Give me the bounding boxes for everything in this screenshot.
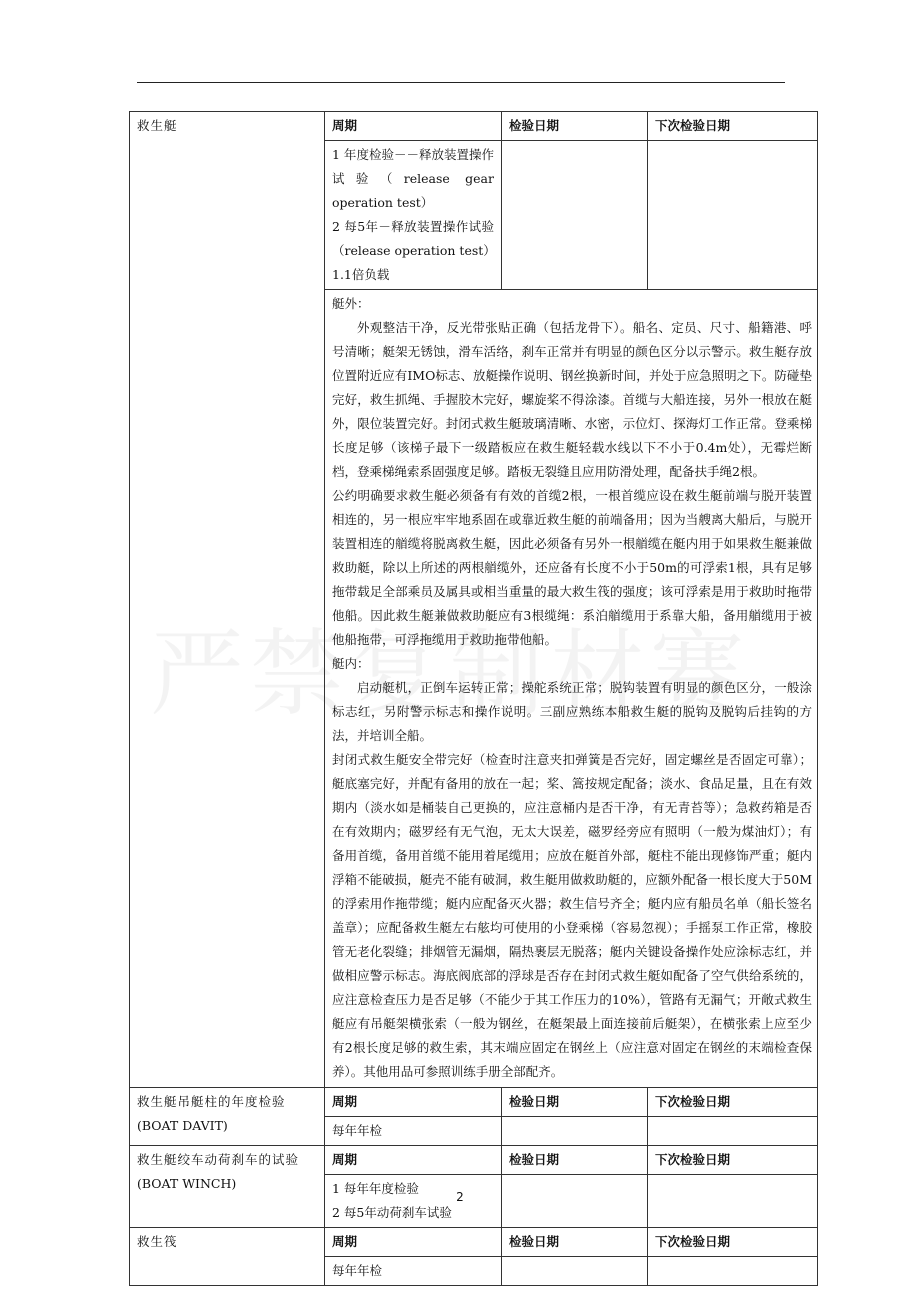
outside-title: 艇外： xyxy=(332,296,370,311)
winch-label-sub: (BOAT WINCH) xyxy=(137,1176,237,1191)
outside-paragraph: 公约明确要求救生艇必须备有有效的首缆2根，一根首缆应设在救生艇前端与脱开装置相连的，另一根应牢牢地系固在或靠近救生艇的前端备用；因为当艘离大船后，与脱开装置相连的艏缆将脱离救生艇，因此必须备有另外一根艏缆在艇内用于如果救生艇兼做救助艇，除以上所述的两根艏缆外，还应备有长度不小于50m的可浮索1根，具有足够拖带载足全部乘员及属具或相当重量的最大救生筏的强度；该可浮索是用于救助时拖带他船。因此救生艇兼做救助艇应有3根缆绳：系泊艏缆用于系靠大船，备用艏缆用于被他船拖带，可浮拖缆用于救助拖带他船。 xyxy=(332,488,812,647)
lifeboat-label: 救生艇 xyxy=(137,118,178,133)
davit-inspection-date-cell xyxy=(502,1117,648,1146)
raft-label: 救生筏 xyxy=(137,1234,178,1249)
outside-paragraph: 外观整洁干净，反光带张贴正确（包括龙骨下）。船名、定员、尺寸、船籍港、呼号清晰；艇架无锈蚀，滑车活络，刹车正常并有明显的颜色区分以示警示。救生艇存放位置附近应有IMO标志、放艇操作说明、钢丝换新时间，并处于应急照明之下。防碰垫完好，救生抓绳、手握胶木完好，螺旋桨不得涂漆。首缆与大船连接，另外一根放在艇外，限位装置完好。封闭式救生艇玻璃清晰、水密，示位灯、探海灯工作正常。登乘梯长度足够（该梯子最下一级踏板应在救生艇轻载水线以下不小于0.4m处），无霉烂断档，登乘梯绳索系固强度足够。踏板无裂缝且应用防滑处理，配备扶手绳2根。 xyxy=(332,320,812,479)
davit-label-sub: (BOAT DAVIT) xyxy=(137,1118,228,1133)
winch-schedule-item: 1 每年年度检验 xyxy=(332,1181,419,1196)
lifeboat-label-cell xyxy=(130,112,325,1088)
davit-inspection-date-header: 检验日期 xyxy=(502,1088,648,1117)
winch-period-header: 周期 xyxy=(325,1146,502,1175)
davit-schedule-item: 每年年检 xyxy=(325,1117,502,1146)
winch-inspection-date-header: 检验日期 xyxy=(502,1146,648,1175)
lifeboat-period-header: 周期 xyxy=(325,112,502,141)
raft-header-row xyxy=(130,1228,818,1257)
lifeboat-notes-cell xyxy=(325,290,818,1088)
raft-next-date-header: 下次检验日期 xyxy=(648,1228,818,1257)
davit-period-header: 周期 xyxy=(325,1088,502,1117)
winch-schedule-item: 2 每5年动荷刹车试验 xyxy=(332,1205,452,1220)
davit-label: 救生艇吊艇柱的年度检验 xyxy=(137,1094,286,1109)
raft-label-cell xyxy=(130,1228,325,1286)
raft-period-header: 周期 xyxy=(325,1228,502,1257)
inside-paragraph: 封闭式救生艇安全带完好（检查时注意夹扣弹簧是否完好，固定螺丝是否固定可靠）；艇底塞完好，并配有备用的放在一起；桨、篙按规定配备；淡水、食品足量，且在有效期内（淡水如是桶装自己更换的，应注意桶内是否干净，有无青苔等）；急救药箱是否在有效期内；磁罗经有无气泡，无太大误差，磁罗经旁应有照明（一般为煤油灯）；有备用首缆，备用首缆不能用着尾缆用；应放在艇首外部，艇柱不能出现修饰严重；艇内浮箱不能破损，艇壳不能有破洞，救生艇用做救助艇的，应额外配备一根长度大于50M的浮索用作拖带缆；艇内应配备灭火器；救生信号齐全；艇内应有船员名单（船长签名盖章）；应配备救生艇左右舷均可使用的小登乘梯（容易忽视）；手摇泵工作正常，橡胶管无老化裂缝；排烟管无漏烟，隔热裹层无脱落；艇内关键设备操作处应涂标志红，并做相应警示标志。海底阀底部的浮球是否存在封闭式救生艇如配备了空气供给系统的，应注意检查压力是否足够（不能少于其工作压力的10%），管路有无漏气；开敞式救生艇应有吊艇架横张索（一般为钢丝，在艇架最上面连接前后艇架），在横张索上应至少有2根长度足够的救生索，其末端应固定在钢丝上（应注意对固定在钢丝的末端检查保养）。其他用品可参照训练手册全部配齐。 xyxy=(332,752,812,1079)
winch-header-row xyxy=(130,1146,818,1175)
davit-next-date-cell xyxy=(648,1117,818,1146)
lifeboat-schedule-item: 1 年度检验－－释放装置操作试验（release gear operation test） xyxy=(332,147,494,210)
inspection-table xyxy=(129,111,818,1286)
winch-label-cell xyxy=(130,1146,325,1228)
raft-inspection-date-header: 检验日期 xyxy=(502,1228,648,1257)
lifeboat-schedule-cell xyxy=(325,141,502,290)
lifeboat-next-date-cell xyxy=(648,141,818,290)
header-rule xyxy=(137,82,785,83)
inside-paragraph: 启动艇机，正倒车运转正常；操舵系统正常；脱钩装置有明显的颜色区分，一般涂标志红，另附警示标志和操作说明。三副应熟练本船救生艇的脱钩及脱钩后挂钩的方法，并培训全船。 xyxy=(332,680,812,743)
inside-title: 艇内： xyxy=(332,656,370,671)
raft-inspection-date-cell xyxy=(502,1257,648,1286)
winch-label: 救生艇绞车动荷刹车的试验 xyxy=(137,1152,300,1167)
lifeboat-header-row xyxy=(130,112,818,141)
page-number: 2 xyxy=(456,1190,464,1204)
davit-next-date-header: 下次检验日期 xyxy=(648,1088,818,1117)
lifeboat-next-date-header: 下次检验日期 xyxy=(648,112,818,141)
davit-header-row xyxy=(130,1088,818,1117)
winch-next-date-header: 下次检验日期 xyxy=(648,1146,818,1175)
lifeboat-inspection-date-cell xyxy=(502,141,648,290)
raft-next-date-cell xyxy=(648,1257,818,1286)
lifeboat-schedule-item: 1.1倍负载 xyxy=(332,267,390,282)
raft-schedule-item: 每年年检 xyxy=(325,1257,502,1286)
lifeboat-inspection-date-header: 检验日期 xyxy=(502,112,648,141)
lifeboat-schedule-item: 2 每5年－释放装置操作试验（release operation test） xyxy=(332,219,496,258)
davit-label-cell xyxy=(130,1088,325,1146)
